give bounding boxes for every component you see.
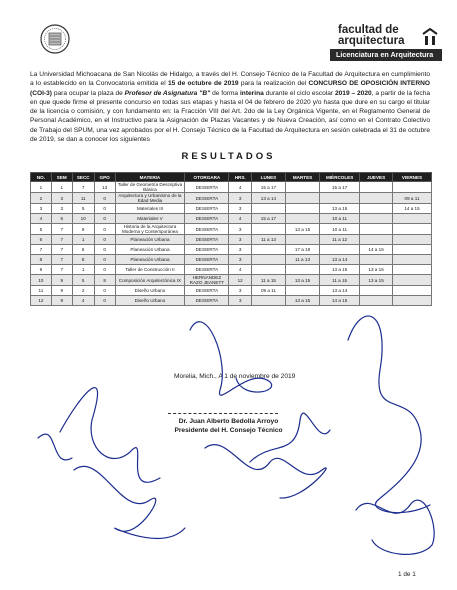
logo-subtitle: Licenciatura en Arquitectura xyxy=(336,50,434,59)
table-cell: 13 a 15 xyxy=(320,265,360,275)
table-cell: 3 xyxy=(51,193,72,204)
table-cell: 14 a 15 xyxy=(393,204,432,214)
table-cell: Composición Arquitectónica IX xyxy=(115,275,185,286)
signature-3 xyxy=(190,322,272,395)
table-cell xyxy=(360,286,393,296)
column-header: LUNES xyxy=(251,173,285,182)
intro-paragraph xyxy=(30,70,430,144)
table-cell: 9 xyxy=(72,224,94,235)
table-cell: 8 xyxy=(94,275,115,286)
table-cell: 0 xyxy=(94,193,115,204)
table-cell: 3 xyxy=(229,224,251,235)
table-cell: 0 xyxy=(94,265,115,275)
table-cell: 9 xyxy=(31,265,52,275)
table-cell xyxy=(285,193,319,204)
table-cell: 13 xyxy=(94,182,115,193)
table-cell: HERNANDEZ RAZO JEANETT xyxy=(185,275,229,286)
table-cell xyxy=(251,255,285,265)
table-cell: 13 a 15 xyxy=(360,265,393,275)
signer-block xyxy=(0,417,457,435)
table-cell: 15 a 17 xyxy=(320,182,360,193)
table-cell: DESIERTA xyxy=(185,296,229,306)
table-cell: 14 a 15 xyxy=(360,245,393,255)
table-cell: Taller de Construcción II xyxy=(115,265,185,275)
table-cell: 14 a 15 xyxy=(320,296,360,306)
intro-bold: CONCURSO DE OPOSICIÓN INTERNO (COI-3) xyxy=(30,80,430,97)
table-row xyxy=(31,204,432,214)
table-cell: 2 xyxy=(72,286,94,296)
table-row xyxy=(31,265,432,275)
column-header: MARTES xyxy=(285,173,319,182)
table-cell xyxy=(360,204,393,214)
table-cell: 7 xyxy=(51,255,72,265)
table-cell: 13 a 14 xyxy=(251,193,285,204)
table-cell: 7 xyxy=(51,245,72,255)
table-cell: 09 a 11 xyxy=(393,193,432,204)
column-header: SECC xyxy=(72,173,94,182)
intro-text: para la realización del xyxy=(238,80,309,88)
table-cell: 13 a 15 xyxy=(285,275,319,286)
intro-text: para ocupar la plaza de xyxy=(51,89,125,97)
table-cell: 3 xyxy=(31,204,52,214)
table-cell: 12 xyxy=(229,275,251,286)
table-row xyxy=(31,255,432,265)
intro-text: , a partir de la fecha en que quede firme el presente concurso en todas sus etapas y hasta el 04 de febrero de 2020 y/o hasta que dure en su cargo el titular de la licencia o comisión, y con fundamento en: la Fracción VIII del Art. 2do de la Ley Orgánica Vigente, en el Reglamento General de Personal Académico, en el Instructivo para la Asignación de Plazas Vacantes y de Nueva Creación, así como en el Contrato Colectivo de Trabajo del SPUM, una vez aprobados por el H. Consejo Técnico de la Facultad de Arquitectura en sesión celebrada el 31 de octubre de 2019, se dan a conocer los siguientes xyxy=(30,89,430,144)
table-cell: DESIERTA xyxy=(185,235,229,245)
table-cell: 3 xyxy=(229,255,251,265)
table-cell: 2 xyxy=(31,193,52,204)
table-cell: 5 xyxy=(51,214,72,224)
table-body xyxy=(31,182,432,306)
table-cell: 11 a 13 xyxy=(251,235,285,245)
intro-text: durante el ciclo escolar xyxy=(263,89,335,97)
table-cell: 0 xyxy=(94,214,115,224)
table-cell: 10 xyxy=(31,275,52,286)
table-cell xyxy=(251,204,285,214)
column-header: JUEVES xyxy=(360,173,393,182)
table-cell: Arquitectura y Urbanismo de la Edad Media xyxy=(115,193,185,204)
column-header: MIÉRCOLES xyxy=(320,173,360,182)
table-cell: 3 xyxy=(229,245,251,255)
column-header: OTORGARA xyxy=(185,173,229,182)
table-cell xyxy=(393,224,432,235)
signer-name: Dr. Juan Alberto Bedolla Arroyo xyxy=(178,418,279,425)
table-cell xyxy=(393,214,432,224)
table-cell xyxy=(393,255,432,265)
table-cell: DESIERTA xyxy=(185,193,229,204)
table-cell xyxy=(360,214,393,224)
column-header: SEM xyxy=(51,173,72,182)
table-cell: 8 xyxy=(72,255,94,265)
table-cell: 8 xyxy=(31,255,52,265)
table-cell: 13 a 15 xyxy=(360,275,393,286)
place-date: Morelia, Mich., A 1 de noviembre de 2019 xyxy=(174,373,296,380)
table-cell: Diseño Urbano xyxy=(115,286,185,296)
table-cell xyxy=(285,204,319,214)
table-cell: 5 xyxy=(31,224,52,235)
logo-title-line2: arquitectura xyxy=(338,35,405,47)
table-cell xyxy=(393,182,432,193)
table-cell xyxy=(393,275,432,286)
signature-6 xyxy=(348,316,430,513)
table-cell: 11 xyxy=(31,286,52,296)
table-cell: Materiales III xyxy=(115,204,185,214)
table-cell: 4 xyxy=(229,265,251,275)
table-cell: DESIERTA xyxy=(185,214,229,224)
table-cell: 13 a 15 xyxy=(285,224,319,235)
table-row xyxy=(31,214,432,224)
table-header-row xyxy=(31,173,432,182)
table-cell: DESIERTA xyxy=(185,265,229,275)
table-cell: 13 a 14 xyxy=(320,255,360,265)
table-cell xyxy=(393,235,432,245)
table-cell: 09 a 11 xyxy=(251,286,285,296)
signature-7 xyxy=(356,500,434,554)
table-cell: DESIERTA xyxy=(185,224,229,235)
table-cell xyxy=(285,265,319,275)
table-cell: DESIERTA xyxy=(185,245,229,255)
table-cell xyxy=(393,296,432,306)
intro-bold: Profesor de Asignatura "B" xyxy=(124,89,211,97)
table-cell: 7 xyxy=(51,265,72,275)
table-cell: 4 xyxy=(229,182,251,193)
column-header: GPO xyxy=(94,173,115,182)
table-cell xyxy=(251,265,285,275)
table-cell: 13 a 14 xyxy=(320,286,360,296)
table-cell: 7 xyxy=(51,235,72,245)
table-cell: 12 xyxy=(31,296,52,306)
table-cell xyxy=(360,296,393,306)
table-cell: Historia de la Arquitectura Moderna y Contemporánea xyxy=(115,224,185,235)
table-cell: 10 a 11 xyxy=(320,214,360,224)
table-cell: 11 a 13 xyxy=(285,255,319,265)
table-row xyxy=(31,275,432,286)
table-cell: 1 xyxy=(51,182,72,193)
table-cell: 15 a 17 xyxy=(251,214,285,224)
table-cell xyxy=(320,193,360,204)
table-cell: 11 a 12 xyxy=(320,235,360,245)
signature-2 xyxy=(74,466,185,538)
column-header: NO. xyxy=(31,173,52,182)
table-cell xyxy=(285,182,319,193)
table-cell: 13 a 15 xyxy=(320,204,360,214)
logo-title-line1: facultad de xyxy=(338,24,399,36)
table-cell: Diseño Urbano xyxy=(115,296,185,306)
table-cell: Materiales V xyxy=(115,214,185,224)
table-cell: 10 a 11 xyxy=(320,224,360,235)
table-cell: 3 xyxy=(229,193,251,204)
table-cell: 3 xyxy=(229,296,251,306)
table-cell xyxy=(393,245,432,255)
table-cell xyxy=(393,265,432,275)
intro-bold: interina xyxy=(239,89,264,97)
table-cell: 4 xyxy=(31,214,52,224)
signature-line xyxy=(168,413,278,414)
table-cell: 7 xyxy=(31,245,52,255)
table-cell: 6 xyxy=(31,235,52,245)
table-cell xyxy=(360,193,393,204)
table-cell: 7 xyxy=(72,182,94,193)
column-header: HRS. xyxy=(229,173,251,182)
column-header: MATERIA xyxy=(115,173,185,182)
intro-bold: 2019 – 2020 xyxy=(334,89,372,97)
intro-bold: 15 de octubre de 2019 xyxy=(167,80,239,88)
table-cell: DESIERTA xyxy=(185,286,229,296)
table-row xyxy=(31,286,432,296)
table-cell xyxy=(251,245,285,255)
table-row xyxy=(31,235,432,245)
table-cell xyxy=(285,286,319,296)
table-cell: 3 xyxy=(51,204,72,214)
table-cell: 17 a 19 xyxy=(285,245,319,255)
table-row xyxy=(31,245,432,255)
table-cell: 0 xyxy=(94,245,115,255)
table-cell: 7 xyxy=(51,224,72,235)
table-cell: 1 xyxy=(72,235,94,245)
table-cell: 9 xyxy=(51,286,72,296)
signer-title: Presidente del H. Consejo Técnico xyxy=(174,427,283,434)
table-cell: 5 xyxy=(72,275,94,286)
table-cell: 0 xyxy=(94,224,115,235)
table-cell: DESIERTA xyxy=(185,182,229,193)
results-table xyxy=(30,172,432,306)
table-cell xyxy=(285,214,319,224)
table-cell: 5 xyxy=(72,204,94,214)
table-cell: Planeación Urbana xyxy=(115,255,185,265)
university-seal-icon xyxy=(40,24,70,54)
table-cell: DESIERTA xyxy=(185,204,229,214)
table-cell: 3 xyxy=(229,286,251,296)
table-cell: 9 xyxy=(51,275,72,286)
table-cell: 6 xyxy=(72,245,94,255)
table-cell: 13 a 15 xyxy=(285,296,319,306)
table-cell: 0 xyxy=(94,204,115,214)
page-number: 1 de 1 xyxy=(398,571,416,578)
table-row xyxy=(31,224,432,235)
table-cell xyxy=(285,235,319,245)
table-cell: 3 xyxy=(229,204,251,214)
table-cell: Taller de Geometría Descriptiva Básica xyxy=(115,182,185,193)
table-cell: 4 xyxy=(72,296,94,306)
table-cell: 11 a 15 xyxy=(320,275,360,286)
table-cell: DESIERTA xyxy=(185,255,229,265)
table-cell: 10 xyxy=(72,214,94,224)
table-cell: 3 xyxy=(229,235,251,245)
intro-text: de forma xyxy=(210,89,240,97)
table-cell: 0 xyxy=(94,235,115,245)
table-cell: 0 xyxy=(94,286,115,296)
table-cell xyxy=(393,286,432,296)
results-title: RESULTADOS xyxy=(181,151,276,162)
table-cell: 11 xyxy=(72,193,94,204)
table-cell: Planeación Urbana xyxy=(115,235,185,245)
table-cell xyxy=(251,224,285,235)
table-cell: 9 xyxy=(51,296,72,306)
intro-text: La Universidad Michoacana de San Nicolás de Hidalgo, a través del H. Consejo Técnico de la Facultad de Arquitectura en cumplimiento a lo establecido en la Convocatoria emitida el xyxy=(30,71,430,88)
table-cell: 0 xyxy=(94,296,115,306)
column-header: VIERNES xyxy=(393,173,432,182)
table-cell: 1 xyxy=(31,182,52,193)
table-cell: Planeación Urbana xyxy=(115,245,185,255)
table-cell xyxy=(360,255,393,265)
table-row xyxy=(31,182,432,193)
table-cell: 1 xyxy=(72,265,94,275)
table-row xyxy=(31,296,432,306)
table-cell xyxy=(320,245,360,255)
signature-4 xyxy=(205,445,326,499)
table-cell: 15 a 17 xyxy=(251,182,285,193)
faculty-logo xyxy=(330,22,442,62)
table-cell: 0 xyxy=(94,255,115,265)
signature-8 xyxy=(38,434,72,460)
table-cell xyxy=(360,182,393,193)
table-cell xyxy=(360,224,393,235)
table-cell xyxy=(251,296,285,306)
table-row xyxy=(31,193,432,204)
table-cell: 11 a 15 xyxy=(251,275,285,286)
table-cell xyxy=(360,235,393,245)
building-mark-icon xyxy=(422,28,438,46)
table-cell: 4 xyxy=(229,214,251,224)
